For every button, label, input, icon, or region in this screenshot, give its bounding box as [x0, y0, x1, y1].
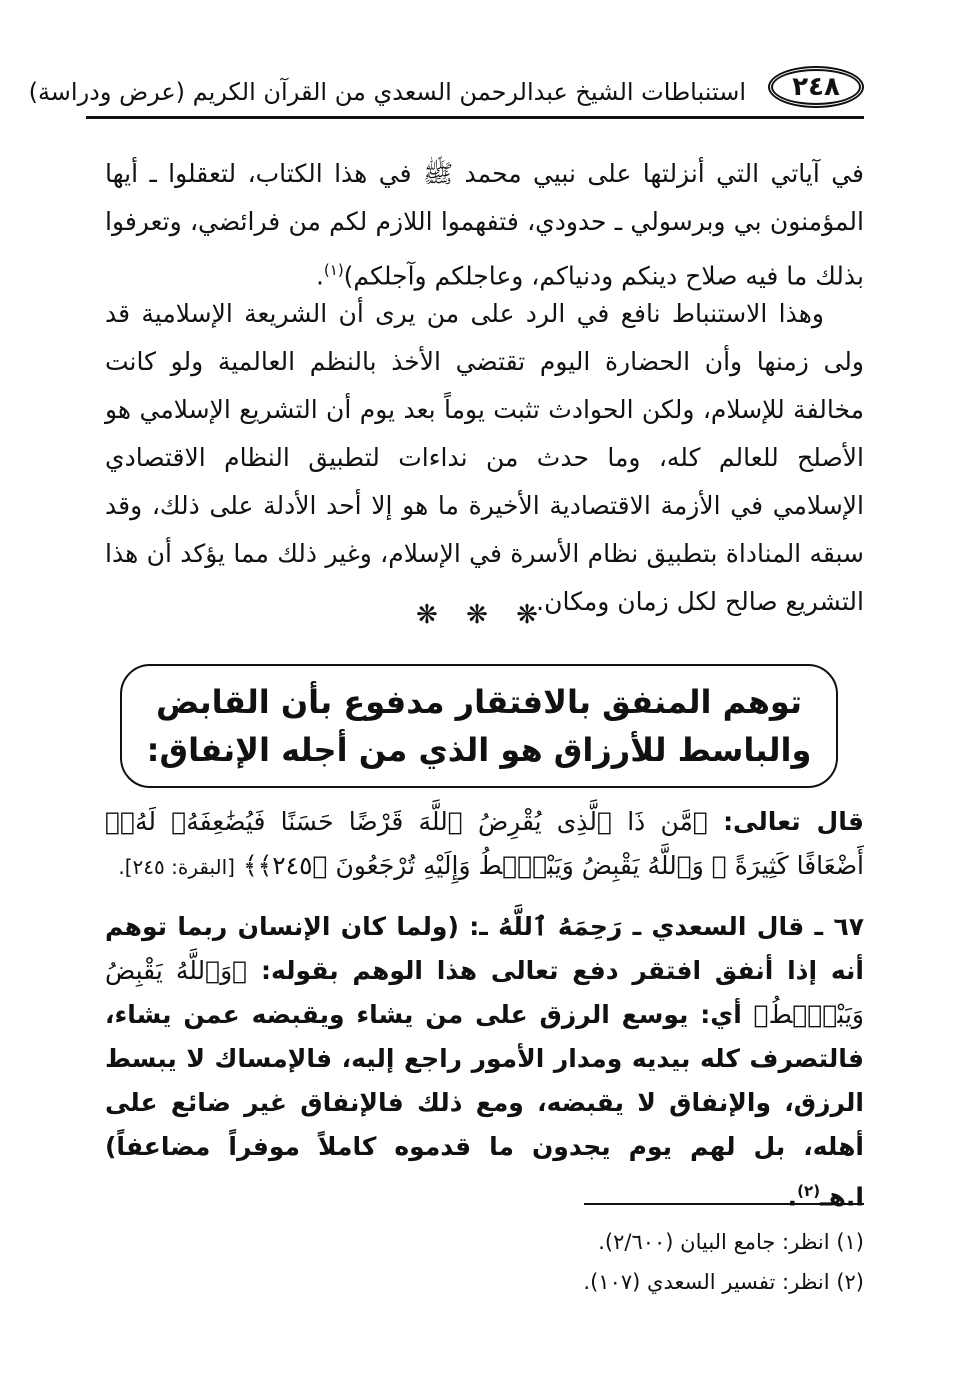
footnote-text: انظر: تفسير السعدي (١٠٧).: [583, 1270, 830, 1294]
footnote-item: [300, 1262, 864, 1302]
quran-verse: ﴿مَّن ذَا ٱلَّذِى يُقْرِضُ ٱللَّهَ قَرْضًا حَسَنًا فَيُضَٰعِفَهُۥ لَهُۥٓ أَضْعَافًا كَثِيرَةً ۚ وَٱللَّهُ يَقْبِضُ وَيَبْصُۜطُ وَإِلَيْهِ تُرْجَعُونَ ﴿٢٤٥﴾﴾: [105, 807, 864, 880]
quote-lead: ٦٧ ـ قال السعدي ـ رَحِمَهُ ٱللَّهُ ـ: (ولما كان الإنسان ربما توهم أنه إذا أنفق افتقر دفع تعالى هذا الوهم بقوله:: [105, 912, 864, 985]
section-heading: توهم المنفق بالافتقار مدفوع بأن القابض والباسط للأرزاق هو الذي من أجله الإنفاق:: [120, 664, 838, 788]
paragraph-2: وهذا الاستنباط نافع في الرد على من يرى أن الشريعة الإسلامية قد ولى زمنها وأن الحضارة اليوم تقتضي الأخذ بالنظم العالمية ولو كانت مخالفة للإسلام، ولكن الحوادث تثبت يوماً بعد يوم أن التشريع الإسلامي هو الأصلح للعالم كله، وما حدث من نداءات لتطبيق النظام الاقتصادي الإسلامي في الأزمة الاقتصادية الأخيرة ما هو إلا أحد الأدلة على ذلك، وقد سبقه المناداة بتطبيق نظام الأسرة في الإسلام، وغير ذلك مما يؤكد أن هذا التشريع صالح لكل زمان ومكان.: [105, 299, 864, 616]
page-number: ٢٤٨: [768, 66, 864, 108]
quote-rest: أي: يوسع الرزق على من يشاء ويقبضه عمن يشاء، فالتصرف كله بيديه ومدار الأمور راجع إليه، فالإمساك لا يبسط الرزق، والإنفاق لا يقبضه، ومع ذلك فالإنفاق غير ضائع على أهله، بل لهم يوم يجدون ما قدموه كاملاً موفراً مضاعفاً) ا.هـ: [105, 1000, 864, 1212]
footnote-text: انظر: جامع البيان (٢/٦٠٠).: [598, 1230, 830, 1254]
quran-lead: قال تعالى:: [723, 807, 864, 836]
footnote-number: (٢): [836, 1270, 864, 1294]
footnote-ref-2: (٢): [797, 1182, 821, 1200]
paragraph-1-end: .: [315, 261, 324, 291]
section-separator: ❋ ❋ ❋: [416, 600, 548, 630]
footnote-number: (١): [836, 1230, 864, 1254]
paragraph-1-text: في آياتي التي أنزلتها على نبيي محمد ﷺ في هذا الكتاب، لتعقلوا ـ أيها المؤمنون بي وبرسولي ـ حدودي، فتفهموا اللازم لكم من فرائضي، وتعرفوا بذلك ما فيه صلاح دينكم ودنياكم، وعاجلكم وآجلكم): [105, 159, 864, 291]
quran-reference: [البقرة: ٢٤٥].: [118, 855, 235, 879]
paragraph-1: [105, 150, 864, 300]
header-rule: [86, 116, 864, 119]
footnotes: [300, 1222, 864, 1302]
footnote-rule: [584, 1203, 864, 1205]
page-header: [28, 62, 864, 124]
quote-verse: ﴿وَٱللَّهُ يَقْبِضُ وَيَبْصُۜطُ﴾: [105, 956, 864, 1029]
quote-end: .: [787, 1182, 798, 1212]
saadi-quote: [105, 905, 864, 1219]
running-title: استنباطات الشيخ عبدالرحمن السعدي من القرآن الكريم (عرض ودراسة): [28, 78, 746, 106]
quran-citation: [105, 800, 864, 889]
footnote-ref-1: (١): [323, 261, 344, 279]
footnote-item: [300, 1222, 864, 1262]
